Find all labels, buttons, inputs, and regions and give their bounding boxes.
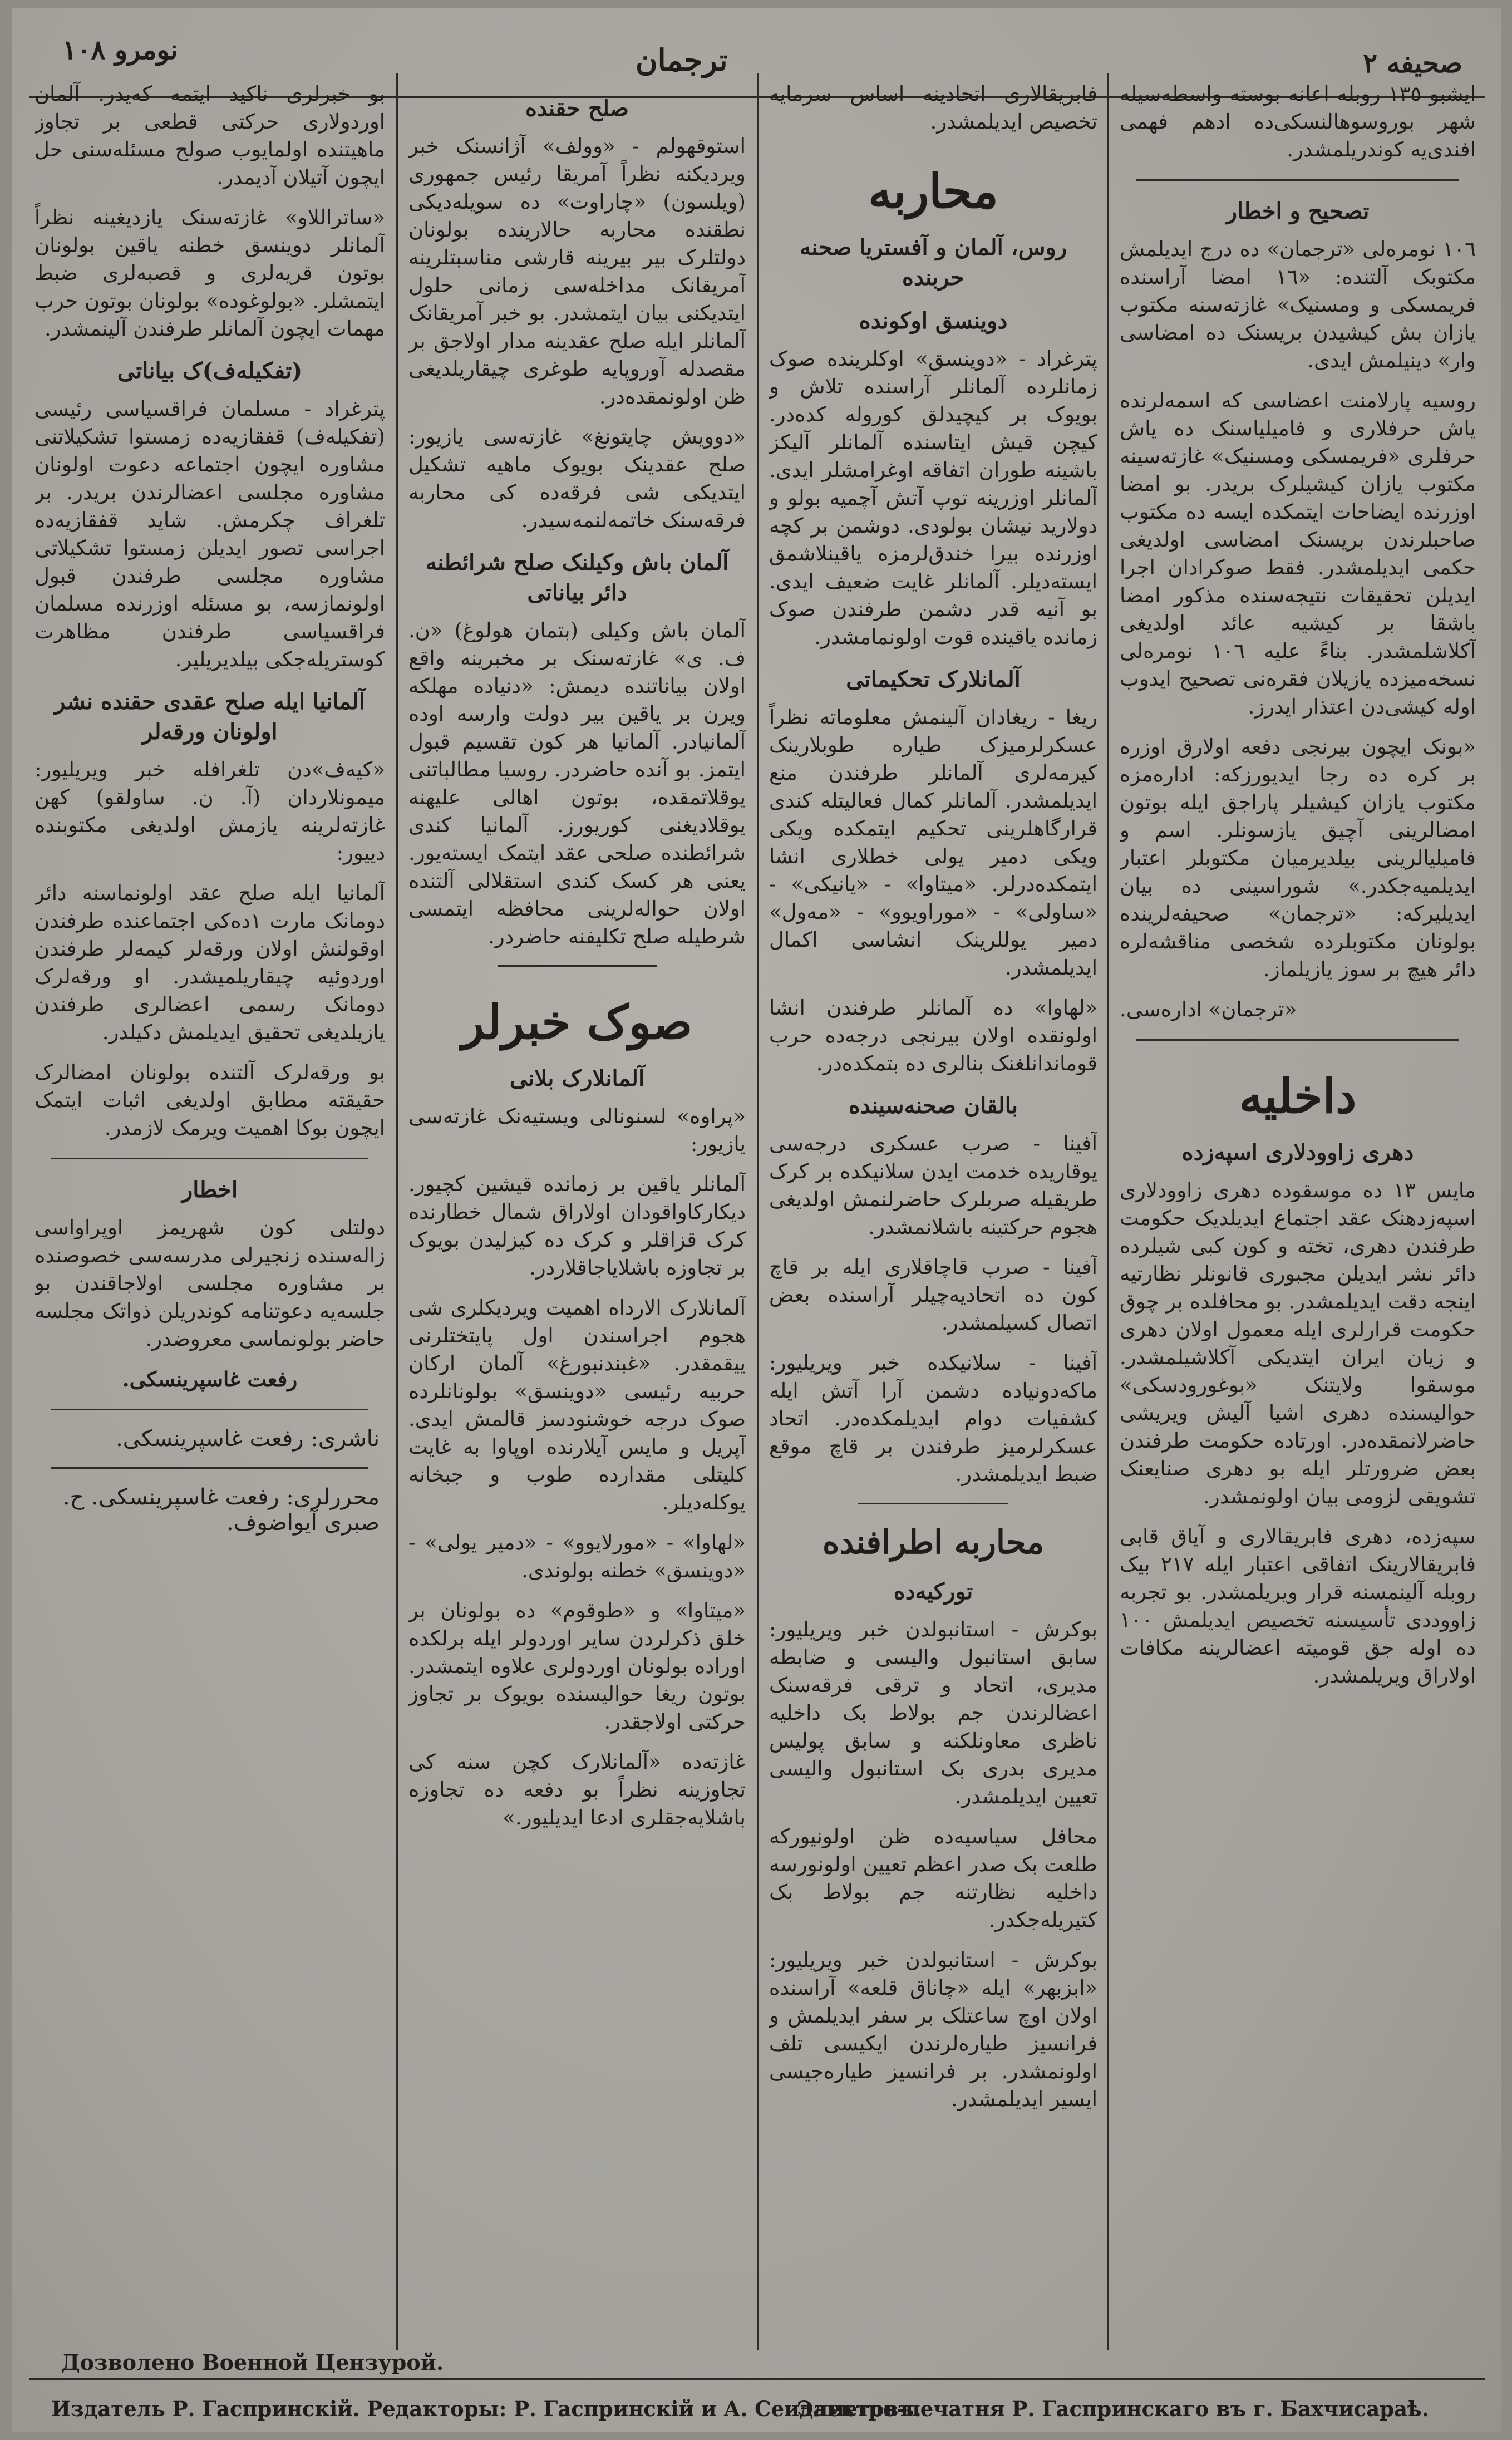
paragraph: ریغا - ریغادان آلینمش معلوماته نظراً عسکرلرمیزک طیاره طوبلارینک کیرمه‌لری آلمانلر طرفندن منع ایدیلمشدر. آلمانلر کمال فعالیتله کندی قرارگاهلرینی تحکیم ایتمکده ویکی ویکی دمیر یولی خطلاری انشا ایتمکده‌درلر. «میتاوا» - «یانیکی» - «ساولی» - «موراویوو» - «مه‌ول» دمیر یوللرینک انشاسی اکمال ایدیلمشدر.: [769, 705, 1097, 980]
section-heading: اخطار: [181, 1177, 238, 1203]
signature: «ترجمان» اداره‌سی.: [1120, 997, 1297, 1021]
paragraph: روسیه پارلامنت اعضاسی که اسمه‌لرنده یاش حرفلاری و فامیلیاسنک ده یاش حرفلری «فریمسکی ومسنیک» غازته‌سینه مکتوب یازان کیشیلرک بریدر. بو امضا اوزرنده ایضاحات ایتمکده ایسه ده مکتوب صاحبلرندن بریسنک امضاسی اولدیغی حکمی ایدیلمشدر. فقط صوکرادان اجرا ایدیلن تحقیقات نتیجه‌سنده مذکور امضا باشقا بر کیشیه عائد اولدیغی آکلاشلمشدر. بناءً علیه ١٠٦ نومره‌لی نسخه‌میزده یازیلان فقره‌نی تصحیح ایدوب اوله کیشی‌دن اعتذار ایدرز.: [1120, 388, 1476, 719]
paragraph: «دوویش چایتونغ» غازته‌سی یازیور: صلح عقدینک بویوک ماهیه تشکیل ایتدیکی شی فرقه‌ده کی محاربه فرقه‌سنک خاتمه‌لنمه‌سیدر.: [408, 425, 746, 532]
section-heading: بالقان صحنه‌سینده: [848, 1093, 1018, 1119]
issue-number: نومرو ١٠٨: [62, 35, 178, 66]
paragraph: فابریقالاری اتحادینه اساس سرمایه تخصیص ایدیلمشدر.: [769, 82, 1097, 134]
publisher-line: ناشری: رفعت غاسپرینسکی.: [116, 1426, 380, 1452]
paragraph: مایس ١٣ ده موسقوده دهری زاوودلاری اسپه‌زدهنک عقد اجتماع ایدیلدیک حکومت طرفندن دهری، تخته و کون کبی شیلرده دائر نشر ایدیلن مجبوری قانونلر نظارتیه اینجه دقت ایدیلمشدر. بو محافلده بر چوق حکومت قرارلری ایله معمول اولان دهری و زیان ایران ایتدیکی آکلاشیلمشدر. موسقوا ولایتنک «بوغورودسکی» حوالیسنده دهری اشیا آلیش ویریشی حاضرلانمقده‌در. اورتاده حکومت طرفندن بعض ضرورتلر ایله بو دهری صنایعنک تشویقی لزومی بیان اولونمشدر.: [1120, 1178, 1476, 1508]
column-divider: [757, 73, 759, 2350]
paragraph: «ساتراللاو» غازته‌سنک یازدیغینه نظراً آلمانلر دوینسق خطنه یاقین بولونان بوتون قریه‌لری و قصبه‌لری ضبط ایتمشلر. «بولوغوده» بولونان بوتون حرب مهمات ایچون آلمانلر طرفندن آلینمشدر.: [35, 205, 385, 341]
editors-line: محررلری: رفعت غاسپرینسکی. ح. صبری آیواضوف.: [62, 1484, 380, 1536]
paragraph: «لهاوا» - «مورلایوو» - «دمیر یولی» - «دوینسق» خطنه بولوندی.: [408, 1531, 746, 1582]
section-rule: [51, 1467, 368, 1469]
column-divider: [396, 73, 398, 2350]
footer-printer: Электро-печатня Р. Гаспринскаго въ г. Бахчисараѣ.: [797, 2397, 1429, 2421]
signature: رفعت غاسپرینسکی.: [122, 1367, 298, 1391]
section-subheading: روس، آلمان و آفستریا صحنه حربنده: [799, 234, 1067, 291]
paragraph: بو ورقه‌لرک آلتنده بولونان امضالرک حقیقته مطابق اولدیغی اثبات ایتمک ایچون بوکا اهمیت ویرمک لازمدر.: [35, 1060, 385, 1140]
section-heading: تصحیح و اخطار: [1226, 198, 1370, 224]
paragraph: پترغراد - «دوینسق» اوکلرینده صوک زمانلرده آلمانلر آراسنده تلاش و بویوک بر کیچیدلق کوروله کده‌در. کیچن قیش ایتاسنده آلمانلر آلیکز باشینه طوران اتفاقه اوغرامشلر ایدی. آلمانلر اوزرینه توپ آتش آچمیه بولو و دولارید نیشان بولودی. دوشمن بر کچه اوزرنده بیرا خندق‌لرمزه یاقینلاشمق ایسته‌دیلر. آلمانلر غایت ضعیف ایدی. بو آنیه قدر دشمن طرفندن صوک زمانده یاقینده قوت اولونمامشدر.: [769, 347, 1097, 649]
section-heading: آلمان باش وکیلنک صلح شرائطنه دائر بیاناتی: [425, 549, 729, 606]
newspaper-page: [12, 8, 1501, 2432]
paragraph: آلمانیا ایله صلح عقد اولونماسنه دائر دومانک مارت ١ده‌کی اجتماعنده طرفندن اوقولنش اولان ورقه‌لر کیمه‌لر طرفندن اوردوئیه چیقاریلمیشدر. او ورقه‌لرک دومانک رسمی اعضالری طرفندن یازیلدیغی تحقیق ایدیلمش دکیلدر.: [35, 881, 385, 1044]
section-subheading: تورکیه‌ده: [893, 1578, 973, 1605]
censor-note: Дозволено Военной Цензурой.: [61, 2350, 444, 2375]
section-heading: محاربه اطرافنده: [822, 1523, 1045, 1561]
newspaper-title: ترجمان: [636, 42, 728, 78]
section-rule: [1136, 179, 1459, 181]
paragraph: محافل سیاسیه‌ده ظن اولونیورکه طلعت بک صدر اعظم تعیین اولونورسه داخلیه نظارتنه جم بولاط بک کتیریله‌جکدر.: [769, 1824, 1097, 1932]
section-heading: داخلیه: [1239, 1069, 1357, 1124]
page-footer: [29, 2378, 1485, 2430]
section-heading: محاربه: [868, 164, 998, 219]
paragraph: ایشبو ١٣٥ روبله اعانه بوسته واسطه‌سیله شهر بوروسوهالنسکی‌ده ادهم فهمی افندی‌یه کوندریلمشدر.: [1120, 82, 1476, 161]
paragraph: آفینا - صرب قاچاقلاری ایله بر قاچ کون ده اتحادیه‌چیلر آراسنده بعض اتصال کسیلمشدر.: [769, 1255, 1097, 1335]
paragraph: پترغراد - مسلمان فراقسیاسی رئیسی (تفکیله‌ف) قفقازیه‌ده زمستوا تشکیلاتنی مشاوره ایچون اجتماعه دعوت اولونان مشاوره مجلسی اعضالرندن بریدر. بر تلغراف چکرمش. شاید قفقازیه‌ده اجراسی تصور ایدیلن زمستوا تشکیلاتی مشاوره مجلسی طرفندن قبول اولونمازسه، بو مسئله اوزرنده مسلمان فراقسیاسی طرفندن مظاهرت کوستریله‌جکی بیلدیریلیر.: [35, 397, 385, 671]
paragraph: آفینا - صرب عسکری درجه‌سی یوقاریده خدمت ایدن سلانیکده بر کرک طریقیله صربلرک حاضرلنمش اولدیغی هجوم حرکتینه باشلانمشدر.: [769, 1132, 1097, 1239]
paragraph: «پراوه» لسنونالی ویستیه‌نک غازته‌سی یازیور:: [408, 1104, 746, 1156]
section-subheading: دوینسق اوکونده: [859, 308, 1008, 334]
section-rule: [858, 1503, 1008, 1504]
page-number: صحیفه ٢: [1363, 48, 1462, 79]
paragraph: آلمانلارک الارداه اهمیت ویردیکلری شی هجوم اجراسندن اول پایتختلرنی ییقمقدر. «غبندنبورغ» آلمان ارکان حربیه رئیسی «دوینسق» بولونانلرده صوک درجه خوشنودسز قالمش ایدی. آپریل و مایس آیلارنده اوپاوا به غایت کلیتلی مقدارده طوب و جبخانه یوکله‌دیلر.: [408, 1296, 746, 1514]
section-rule: [1136, 1039, 1459, 1041]
paragraph: آفینا - سلانیکده خبر ویریلیور: ماکه‌دونیاده دشمن آرا آتش ایله کشفیات دوام ایدیلمکده‌در. اتحاد عسکرلرمیز طرفندن بر قاچ موقع ضبط ایدیلمشدر.: [769, 1351, 1097, 1486]
section-rule: [51, 1409, 368, 1410]
paragraph: بوکرش - استانبولدن خبر ویریلیور: سابق استانبول والیسی و ضابطه مدیری، اتحاد و ترقی فرقه‌سنک اعضالرندن جم بولاط بک داخلیه ناظری معاونلکنه و سابق پولیس مدیری بدری بک استانبول والیسی تعیین ایدیلمشدر.: [769, 1617, 1097, 1808]
column-divider: [1107, 73, 1109, 2350]
paragraph: استوقهولم - «وولف» آژانسنک خبر ویردیکنه نظراً آمریقا رئیس جمهوری (ویلسون) «چاراوت» ده سویله‌دیکی نطقنده محاربه حالارینده بولونان دولتلرک بیر بیرینه قارشی مناسبتلرینه آمریقانک مداخله‌سی زمانی حلول ایتدیکنی بیان ایتمشدر. بو خبر آمریقانک آلمانلر ایله صلح عقدینه مدار اولاجق بر مقصدله آوروپایه طوغری چیقاریلدیغی ظن اولونمقده‌در.: [408, 134, 746, 409]
section-heading: (تفکیله‌ف)‌ک بیاناتی: [117, 358, 303, 384]
column-2: [408, 80, 746, 2343]
section-subheading: دهری زاوودلاری اسپه‌زده: [1181, 1139, 1414, 1165]
footer-publishers: Издатель Р. Гаспринскій. Редакторы: Р. Гаспринскій и А. Сеидаметовъ.: [51, 2397, 922, 2421]
section-rule: [498, 965, 657, 967]
section-heading: صلح حقنده: [525, 95, 629, 121]
section-heading: آلمانلارک تحکیماتی: [846, 666, 1021, 692]
paragraph: بوکرش - استانبولدن خبر ویریلیور: «ابزبهر» ایله «چاناق قلعه» آراسنده اولان اوچ ساعتلک بر سفر ایدیلمش و فرانسیز طیاره‌لرندن ایکیسی تلف اولونمشدر. بر فرانسیز طیاره‌جیسی ایسیر ایدیلمشدر.: [769, 1948, 1097, 2111]
section-subheading: آلمانلارک بلانی: [509, 1065, 645, 1091]
column-4: [1120, 80, 1476, 2343]
section-rule: [51, 1158, 368, 1159]
paragraph: بو خبرلری ناکید ایتمه ‌که‌یدر. آلمان اوردولاری حرکتی قطعی بر تجاوز ماهیتنده اولمایوب صولح مسئله‌سنی حل ایچون آتیلان آدیمدر.: [35, 82, 385, 189]
column-3: [769, 80, 1097, 2343]
column-1: [35, 80, 385, 2343]
section-heading: صوک خبرلر: [461, 995, 693, 1050]
paragraph: آلمانلر یاقین بر زمانده قیشین کچیور. دیکارکاواقودان اولاراق شمال خطارنده کرک قزاقلر و کرک ده کیزلیدن بویوک بر تجاوزه باشلایاجاقلاردر.: [408, 1172, 746, 1280]
paragraph: آلمان باش وکیلی (بتمان هولوغ) «ن. ف. ی» غازته‌سنک بر مخبرینه واقع اولان بیاناتنده دیمش: «دنیاده مهلکه ویرن بر یاقین بیر دولت وارسه اوده آلمانیادر. آلمانیا هر کون تقسیم قبول ایتمز. بو آنده حاضردر. روسیا مطالباتنی یوقلاتمقده، بوتون اهالی علیهنه یوقلادیغنی کوریورز. آلمانیا کندی شرائطنده صلحی عقد ایتمک ایسته‌یور. یعنی هر کسک کندی استقلالی آلتنده اولان حواله‌لرینی محافظه ایتمسی شرطیله صلح تکلیفنه حاضردر.: [408, 618, 746, 948]
col4-lead: [1120, 80, 1476, 164]
paragraph: ١٠٦ نومره‌لی «ترجمان» ده درج ایدیلمش مکتوبک آلتنده: «١٦ امضا آراسنده فریمسکی و ومسنیک» غازته‌سنه مکتوب یازان بش کیشیدن بریسنک ده امضاسی وار» دینیلمش ایدی.: [1120, 237, 1476, 372]
paragraph: «میتاوا» و «طوقوم» ده بولونان بر خلق ذکرلردن سایر اوردولر ایله برلکده اوراده بولونان اوردولری علاوه ایتمشدر. بوتون ریغا حوالیسنده بویوک بر تجاوز حرکتی اولاجقدر.: [408, 1598, 746, 1734]
paragraph: سپه‌زده، دهری فابریقالاری و آیاق قابی فابریقالارینک اتفاقی اعتبار ایله ٢١٧ بیک روبله آلینمسنه قرار ویریلمشدر. بو تجربه زاووددی تأسیسنه تخصیص ایدیلمش ١٠٠ ده اوله جق قومیته اعضالرینه مکافات اولاراق ویریلمشدر.: [1120, 1524, 1476, 1688]
paragraph: «کیه‌ف»‌دن تلغرافله خبر ویریلیور: میمونلاردان (آ. ن. ساولقو) کهن غازته‌لرینه یازمش اولدیغی مکتوبنده دییور:: [35, 757, 385, 865]
paragraph: «لهاوا» ده آلمانلر طرفندن انشا اولونقده اولان بیرنجی درجه‌ده حرب قوماندانلغنک بنالری ده بتمکده‌در.: [769, 996, 1097, 1075]
paragraph: دولتلی کون شهریمز اوپراواسی زاله‌سنده زنجیرلی مدرسه‌سی خصوصنده بر مشاوره مجلسی اولاجاقندن بو جلسه‌یه دعوتنامه کوندریلن ذواتک مجلسه حاضر بولونماسی معروضدر.: [35, 1216, 385, 1351]
section-heading: آلمانیا ایله صلح عقدی حقنده نشر اولونان ورقه‌لر: [55, 688, 365, 745]
paragraph: «بونک ایچون بیرنجی دفعه اولارق اوزره بر کره ده رجا ایدیورزکه: اداره‌مزه مکتوب یازان کیشیلر پاراجق ایله بوتون امضالرینی آچیق یازسونلر. اسم و فامیلیالرینی بیلدیرمیان مکتوبلر اعتبار ایدیلمیه‌جکدر.» شوراسینی ده بیان ایدیلیرکه: «ترجمان» صحیفه‌لرینده بولونان مکتوبلرده شخصی مناقشه‌لره دائر هیچ بر سوز یازیلماز.: [1120, 735, 1476, 981]
paragraph: غازته‌ده «آلمانلارک کچن سنه کی تجاوزینه نظراً بو دفعه ده تجاوزه باشلایه‌جقلری ادعا ایدیلیور.»: [408, 1750, 746, 1829]
